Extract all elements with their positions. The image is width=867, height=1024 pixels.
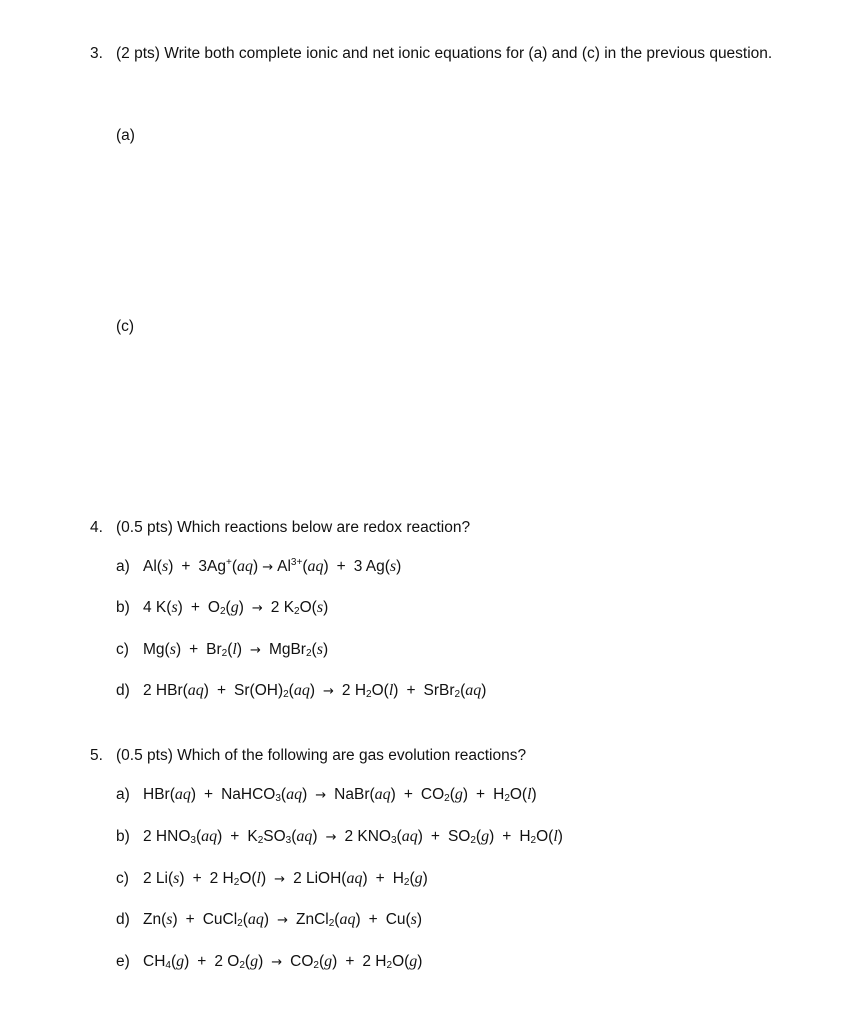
option-label: c) bbox=[116, 870, 129, 887]
option-label: e) bbox=[116, 953, 130, 970]
q4-option-c: c) $Mg(s) + Br_2(l)$ → MgBr$_2$(s) bbox=[116, 641, 329, 659]
question-5 bbox=[90, 745, 790, 766]
q5-option-b: b) 2 $HNO_3(aq) + K_2SO_3(aq) \to 2$ $KNO_3(aq) + SO_2(g) + H_2O(l)$ bbox=[116, 828, 563, 846]
question-3-part-c: (c) bbox=[116, 318, 135, 335]
option-label: a) bbox=[116, 558, 130, 575]
question-4-text: (0.5 pts) Which reactions below are redox reaction? bbox=[116, 519, 471, 536]
question-3-text: (2 pts) Write both complete ionic and net ionic equations for (a) and (c) in the previous question. bbox=[116, 45, 773, 62]
question-5-text: (0.5 pts) Which of the following are gas evolution reactions? bbox=[116, 747, 527, 764]
q5-option-e: e) $CH_4(g) + 2$ $O_2(g) \to CO_2(g) + 2$ $H_2O(g)$ bbox=[116, 953, 423, 971]
question-3 bbox=[90, 43, 790, 64]
q5-option-c: c) 2 Li(s) + 2 $H_2O(l) \to 2$ LiOH(aq) + $H_2(g)$ bbox=[116, 870, 428, 888]
q5-option-a: a) HBr(aq) + NaHCO$_3$(aq) → NaBr(aq) + $CO_2(g) + H_2O(l)$ bbox=[116, 786, 537, 804]
q5-option-d: d) Zn(s) + CuCl$_2$(aq) → ZnCl$_2$(aq) + Cu(s) bbox=[116, 911, 423, 929]
option-label: b) bbox=[116, 828, 130, 845]
q4-option-b: b) 4 $K(s) + O_2(g) \to 2$ $K_2O(s)$ bbox=[116, 599, 329, 617]
question-5-number: 5. bbox=[90, 747, 103, 764]
option-label: c) bbox=[116, 641, 129, 658]
option-label: d) bbox=[116, 911, 130, 928]
question-4 bbox=[90, 517, 790, 538]
option-label: d) bbox=[116, 682, 130, 699]
question-3-number: 3. bbox=[90, 45, 103, 62]
q4-option-d: d) 2 $HBr(aq) + Sr(OH)_2(aq) \to 2$ $H_2O(l)$ + SrBr$_2$(aq) bbox=[116, 682, 487, 700]
option-label: a) bbox=[116, 786, 130, 803]
q4-option-a: a) $Al(s) + 3Ag^+(aq) \to Al^{3+}(aq) + 3$ Ag(s) bbox=[116, 557, 402, 575]
question-4-number: 4. bbox=[90, 519, 103, 536]
option-label: b) bbox=[116, 599, 130, 616]
question-3-part-a: (a) bbox=[116, 127, 135, 144]
